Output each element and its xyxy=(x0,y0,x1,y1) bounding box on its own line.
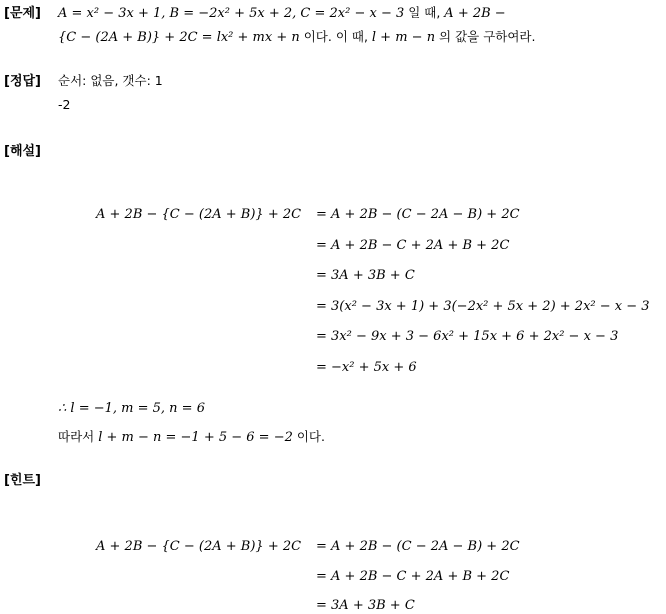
conclusion-math: l + m − n = −1 + 5 − 6 = −2 xyxy=(98,430,293,445)
problem-math-2: A + 2B − xyxy=(444,6,506,21)
problem-math-3: {C − (2A + B)} + 2C = lx² + mx + n xyxy=(58,30,300,45)
therefore-line: ∴ l = −1, m = 5, n = 6 xyxy=(58,401,205,416)
solution-eq-lhs: A + 2B − {C − (2A + B)} + 2C xyxy=(96,207,302,222)
answer-line-1: 순서: 없음, 갯수: 1 xyxy=(58,73,163,88)
problem-label: [문제] xyxy=(4,6,41,21)
hint-step-1: = A + 2B − (C − 2A − B) + 2C xyxy=(316,539,520,554)
answer-value: -2 xyxy=(58,97,71,112)
problem-text-1: 일 때, xyxy=(404,5,445,20)
solution-step-1: = A + 2B − (C − 2A − B) + 2C xyxy=(316,207,520,222)
problem-text-2: 이다. 이 때, xyxy=(299,29,372,44)
hint-step-3: = 3A + 3B + C xyxy=(316,598,415,613)
problem-text-3: 의 값을 구하여라. xyxy=(435,29,536,44)
solution-step-3: = 3A + 3B + C xyxy=(316,268,415,283)
solution-step-4: = 3(x² − 3x + 1) + 3(−2x² + 5x + 2) + 2x² − x − 3 xyxy=(316,299,650,314)
solution-step-6: = −x² + 5x + 6 xyxy=(316,360,417,375)
hint-step-2: = A + 2B − C + 2A + B + 2C xyxy=(316,569,510,584)
solution-label: [해설] xyxy=(4,144,41,159)
conclusion-text-2: 이다. xyxy=(292,429,325,444)
problem-line-1 xyxy=(58,3,506,21)
problem-line-2 xyxy=(58,27,535,45)
solution-step-2: = A + 2B − C + 2A + B + 2C xyxy=(316,238,510,253)
conclusion-line xyxy=(58,427,325,445)
solution-step-5: = 3x² − 9x + 3 − 6x² + 15x + 6 + 2x² − x − 3 xyxy=(316,329,619,344)
hint-label: [힌트] xyxy=(4,473,41,488)
conclusion-text-1: 따라서 xyxy=(58,429,99,444)
problem-math-1: A = x² − 3x + 1, B = −2x² + 5x + 2, C = 2x² − x − 3 xyxy=(58,6,405,21)
problem-math-4: l + m − n xyxy=(371,30,436,45)
answer-label: [정답] xyxy=(4,74,41,89)
hint-eq-lhs: A + 2B − {C − (2A + B)} + 2C xyxy=(96,539,302,554)
